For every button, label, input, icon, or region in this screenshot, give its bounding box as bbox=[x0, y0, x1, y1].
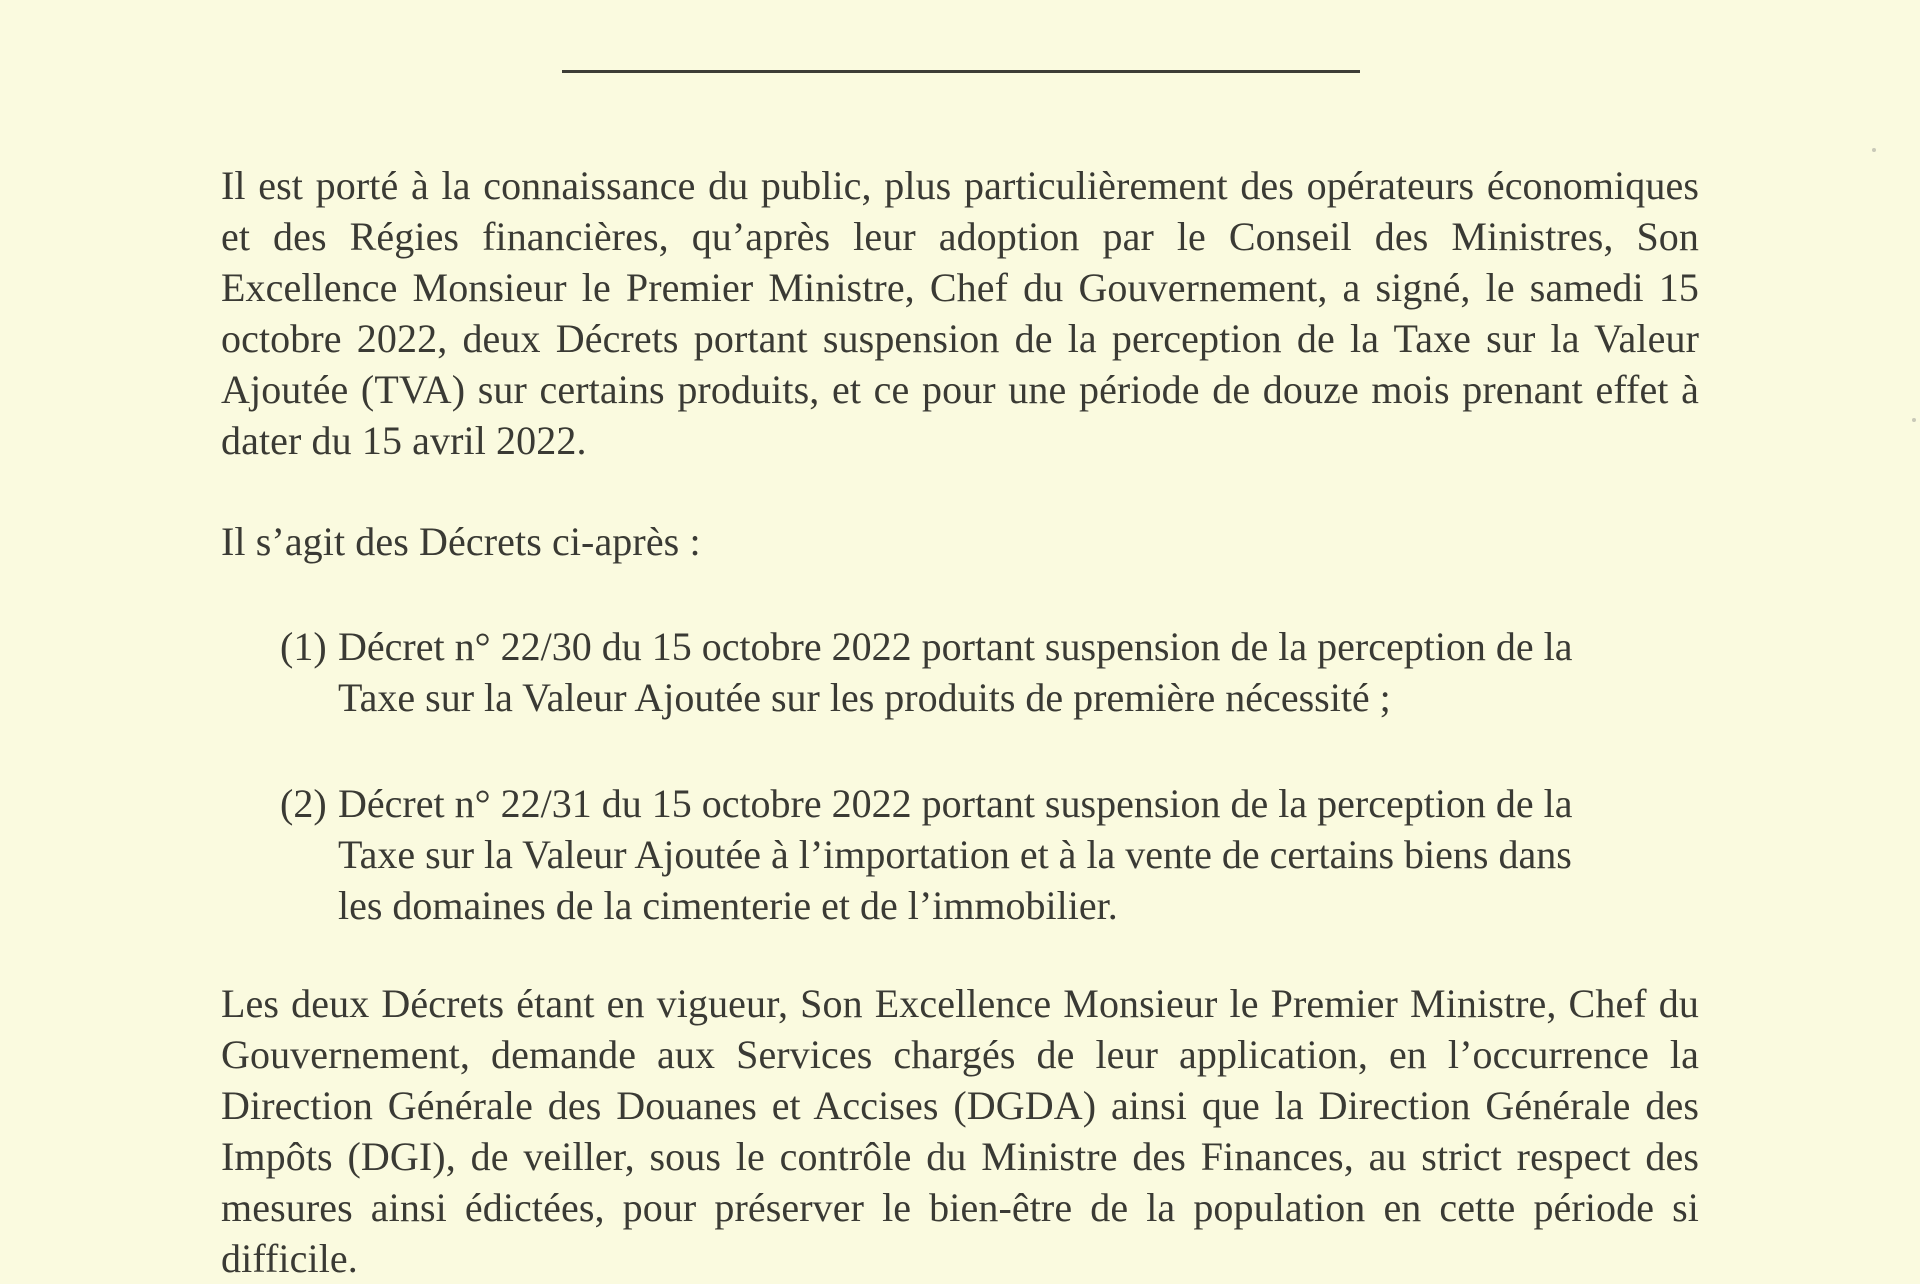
scan-speck bbox=[1912, 418, 1916, 422]
intro-paragraph: Il est porté à la connaissance du public, plus particulièrement des opérateurs économiques et des Régies financières, qu’après leur adoption par le Conseil des Ministres, Son Excellence Monsieur le Premier Ministre, Chef du Gouvernement, a signé, le samedi 15 octobre 2022, deux Décrets portant suspension de la perception de la Taxe sur la Valeur Ajoutée (TVA) sur certains produits, et ce pour une période de douze mois prenant effet à dater du 15 avril 2022. bbox=[221, 163, 1699, 463]
decree-item bbox=[280, 621, 1606, 723]
decree-number: (1) bbox=[280, 624, 327, 669]
decree-text: Décret n° 22/31 du 15 octobre 2022 portant suspension de la perception de la Taxe sur la Valeur Ajoutée à l’importation et à la vente de certains biens dans les domaines de la cimenterie et de l’immobilier. bbox=[338, 781, 1573, 928]
decrees-intro: Il s’agit des Décrets ci-après : bbox=[221, 519, 701, 564]
decree-number: (2) bbox=[280, 781, 327, 826]
header-rule bbox=[562, 70, 1360, 73]
closing-paragraph: Les deux Décrets étant en vigueur, Son Excellence Monsieur le Premier Ministre, Chef du Gouvernement, demande aux Services chargés de leur application, en l’occurrence la Direction Générale des Douanes et Accises (DGDA) ainsi que la Direction Générale des Impôts (DGI), de veiller, sous le contrôle du Ministre des Finances, au strict respect des mesures ainsi édictées, pour préserver le bien-être de la population en cette période si difficile. bbox=[221, 981, 1699, 1281]
decree-text: Décret n° 22/30 du 15 octobre 2022 portant suspension de la perception de la Taxe sur la Valeur Ajoutée sur les produits de première nécessité ; bbox=[338, 624, 1573, 720]
scan-speck bbox=[1872, 148, 1876, 152]
decree-item bbox=[280, 778, 1606, 931]
